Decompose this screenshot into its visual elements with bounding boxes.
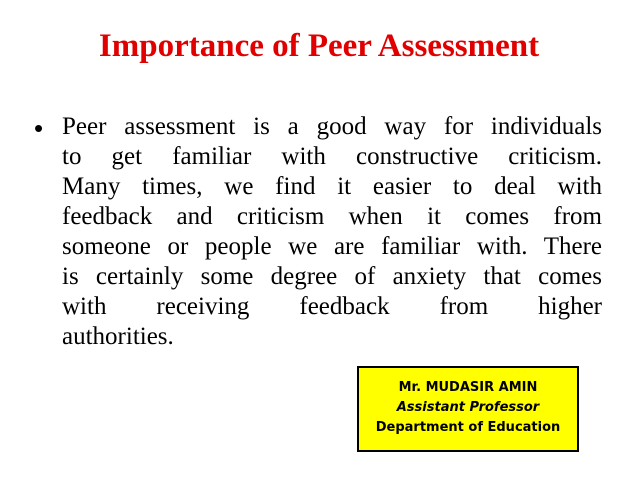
bullet-icon: • <box>34 113 44 143</box>
slide-title: Importance of Peer Assessment <box>98 28 540 64</box>
bullet-paragraph <box>62 112 602 352</box>
bullet-line: to get familiar with constructive criticism. <box>62 143 602 170</box>
bullet-line: is certainly some degree of anxiety that comes <box>62 263 602 290</box>
bullet-line: someone or people we are familiar with. There <box>62 233 602 260</box>
bullet-line: feedback and criticism when it comes from <box>62 203 602 230</box>
author-info-box <box>357 366 579 452</box>
author-name: Mr. MUDASIR AMIN <box>398 380 538 395</box>
bullet-line: Peer assessment is a good way for individuals <box>62 113 602 140</box>
bullet-line: with receiving feedback from higher <box>62 293 602 320</box>
bullet-line: authorities. <box>62 323 174 350</box>
bullet-line: Many times, we find it easier to deal with <box>62 173 602 200</box>
author-role: Assistant Professor <box>396 400 540 415</box>
author-department: Department of Education <box>375 420 561 435</box>
